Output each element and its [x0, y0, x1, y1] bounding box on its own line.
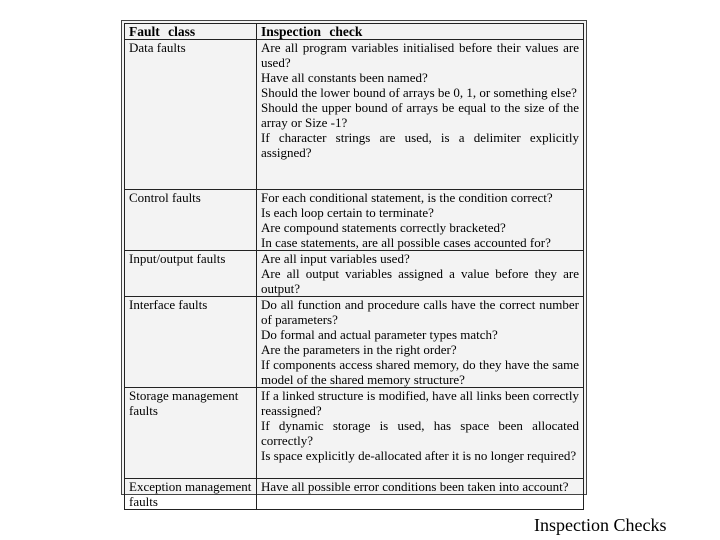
inspection-check-cell	[257, 388, 584, 479]
check-item: Is each loop certain to terminate?	[261, 205, 434, 220]
fault-class-cell: Storage management faults	[125, 388, 257, 479]
check-item: If a linked structure is modified, have all links been correctly reassigned?	[261, 388, 579, 418]
header-inspection-check: Inspection check	[257, 24, 584, 40]
fault-class-cell: Control faults	[125, 190, 257, 251]
check-item: Are all output variables assigned a value before they are output?	[261, 266, 579, 296]
table-row	[125, 297, 584, 388]
fault-class-cell: Data faults	[125, 40, 257, 190]
inspection-checklist-table	[124, 23, 584, 510]
table-row	[125, 40, 584, 190]
check-item: Is space explicitly de-allocated after it is no longer required?	[261, 448, 577, 463]
table-row	[125, 388, 584, 479]
inspection-check-cell	[257, 251, 584, 297]
check-item: Are compound statements correctly bracketed?	[261, 220, 506, 235]
table-row	[125, 251, 584, 297]
check-item: Have all constants been named?	[261, 70, 428, 85]
fault-class-cell: Interface faults	[125, 297, 257, 388]
header-fault-class: Fault class	[125, 24, 257, 40]
inspection-check-cell	[257, 297, 584, 388]
check-item: Do all function and procedure calls have the correct number of parameters?	[261, 297, 579, 327]
check-item: Should the upper bound of arrays be equal to the size of the array or Size -1?	[261, 100, 579, 130]
fault-class-cell: Input/output faults	[125, 251, 257, 297]
check-item: If dynamic storage is used, has space been allocated correctly?	[261, 418, 579, 448]
check-item: Are all input variables used?	[261, 251, 410, 266]
check-item: If character strings are used, is a delimiter explicitly assigned?	[261, 130, 579, 160]
table-row	[125, 190, 584, 251]
check-item: Have all possible error conditions been taken into account?	[261, 479, 569, 494]
slide-caption: Inspection Checks	[534, 515, 667, 535]
table-row	[125, 479, 584, 510]
check-item: Should the lower bound of arrays be 0, 1, or something else?	[261, 85, 577, 100]
inspection-check-cell	[257, 479, 584, 510]
inspection-checklist-table-frame	[121, 20, 587, 509]
inspection-check-cell	[257, 40, 584, 190]
fault-class-cell: Exception management faults	[125, 479, 257, 510]
check-item: Do formal and actual parameter types match?	[261, 327, 498, 342]
check-item: If components access shared memory, do they have the same model of the shared memory structure?	[261, 357, 579, 387]
table-header-row	[125, 24, 584, 40]
check-item: In case statements, are all possible cases accounted for?	[261, 235, 551, 250]
check-item: Are the parameters in the right order?	[261, 342, 457, 357]
check-item: For each conditional statement, is the condition correct?	[261, 190, 553, 205]
check-item: Are all program variables initialised before their values are used?	[261, 40, 579, 70]
inspection-check-cell	[257, 190, 584, 251]
